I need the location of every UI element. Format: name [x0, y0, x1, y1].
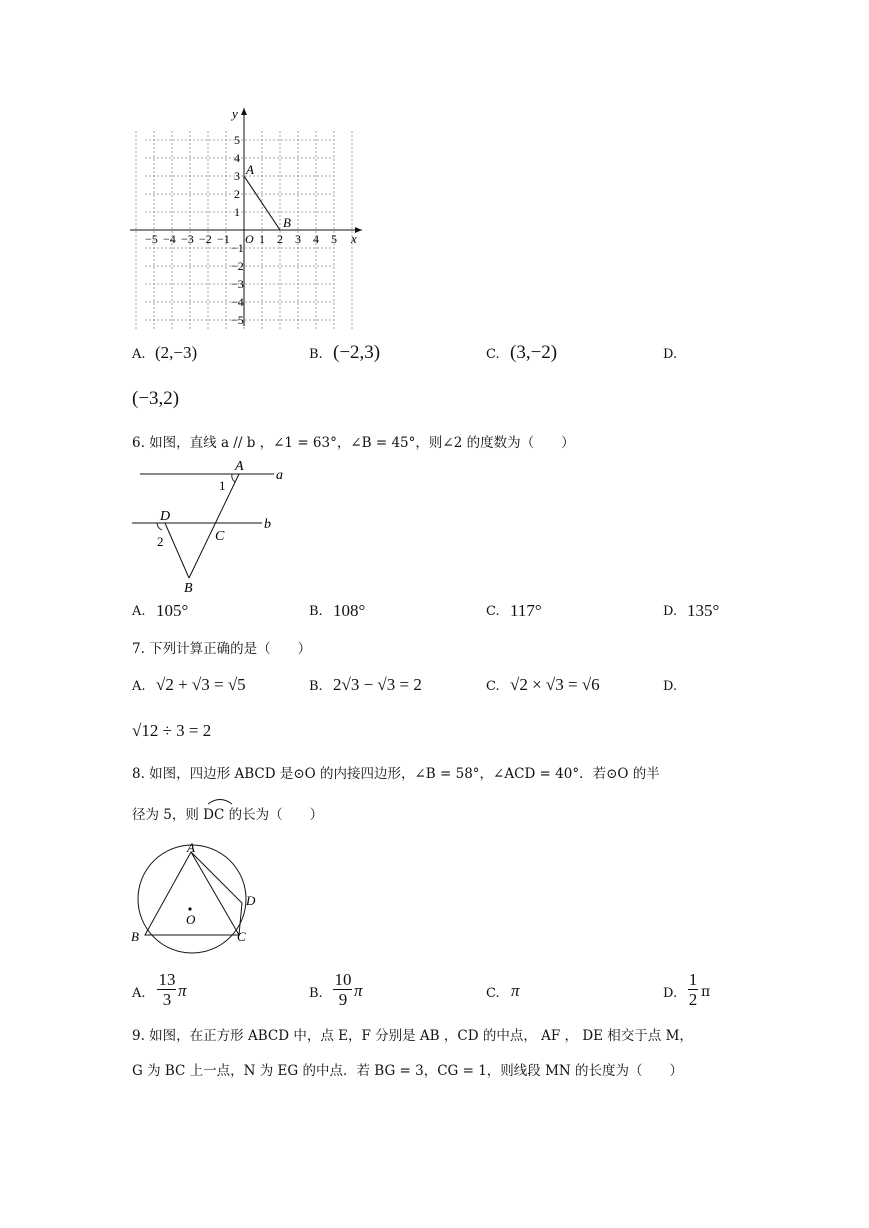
q8-option-a-pi[interactable]: π: [178, 981, 187, 1000]
q6-option-c-letter[interactable]: C.: [486, 604, 500, 619]
q8-question-line1: 8. 如图，四边形 ABCD 是⊙O 的内接四边形，∠B = 58°，∠ACD = 40°．若⊙O 的半: [132, 766, 660, 782]
q6-option-a-letter[interactable]: A.: [132, 604, 146, 619]
x-tick-label: 2: [277, 232, 283, 246]
q6-option-a-value[interactable]: 105°: [156, 601, 189, 620]
y-axis-arrow: [241, 108, 247, 115]
q5-option-d-letter[interactable]: D.: [663, 347, 678, 362]
q7-option-d-letter[interactable]: D.: [663, 679, 678, 694]
q8-option-d-denominator[interactable]: 2: [688, 990, 698, 1009]
label-b: B: [184, 581, 193, 596]
q5-option-c-letter[interactable]: C.: [486, 347, 500, 362]
q5-coordinate-figure: [128, 104, 368, 330]
y-tick-label: 1: [234, 205, 240, 219]
point-a-label: A: [246, 162, 254, 177]
label-c: C: [237, 929, 246, 944]
y-tick-label: 5: [234, 133, 240, 147]
inscribed-quadrilateral-figure: [128, 838, 268, 958]
q5-option-a-value[interactable]: (2,−3): [155, 343, 198, 362]
x-tick-label: −5: [145, 232, 158, 246]
origin-label: O: [245, 232, 254, 246]
q8-option-b-numerator[interactable]: 10: [334, 970, 352, 989]
label-b: B: [131, 929, 139, 944]
q8-option-a-letter[interactable]: A.: [132, 986, 146, 1001]
line-a-label: a: [276, 468, 283, 483]
x-tick-label: −4: [163, 232, 176, 246]
x-tick-label: 5: [331, 232, 337, 246]
q7-option-d-value[interactable]: √12 ÷ 3 = 2: [132, 721, 212, 740]
x-tick-label: 1: [259, 232, 265, 246]
label-o: O: [186, 912, 196, 927]
q6-option-d-letter[interactable]: D.: [663, 604, 678, 619]
x-tick-label: −2: [199, 232, 212, 246]
q8-option-d-numerator[interactable]: 1: [688, 970, 698, 989]
q6-option-b-letter[interactable]: B.: [309, 604, 323, 619]
point-b-label: B: [283, 215, 291, 230]
q8-option-d-pi[interactable]: π: [701, 984, 711, 1000]
y-tick-label: 2: [234, 187, 240, 201]
y-tick-label: 4: [234, 151, 240, 165]
q6-option-c-value[interactable]: 117°: [510, 601, 542, 620]
label-a: A: [187, 840, 195, 855]
y-tick-label: −1: [231, 241, 244, 255]
x-axis-label: x: [351, 231, 357, 246]
q8-option-b-pi[interactable]: π: [354, 981, 363, 1000]
label-d: D: [160, 509, 171, 524]
q6-figure: [128, 456, 288, 596]
x-tick-label: 3: [295, 232, 301, 246]
arc-mark-icon: [206, 797, 234, 805]
q7-option-a-letter[interactable]: A.: [132, 679, 146, 694]
q7-question-text: 7. 下列计算正确的是（ ）: [132, 641, 312, 657]
q8-figure: [128, 838, 268, 958]
q7-option-b-value[interactable]: 2√3 − √3 = 2: [333, 675, 422, 694]
coordinate-grid: [128, 104, 368, 330]
q8-option-d-letter[interactable]: D.: [663, 986, 678, 1001]
q8-option-b-denominator[interactable]: 9: [338, 990, 348, 1009]
q5-option-d-value[interactable]: (−3,2): [132, 388, 180, 409]
x-tick-label: −1: [217, 232, 230, 246]
y-tick-label: −5: [231, 313, 244, 327]
y-tick-label: −2: [231, 259, 244, 273]
parallel-lines-figure: [128, 456, 288, 596]
y-tick-label: −4: [231, 295, 244, 309]
q8-option-c-value[interactable]: π: [511, 981, 520, 1000]
x-tick-label: −3: [181, 232, 194, 246]
line-b-label: b: [264, 517, 271, 532]
q8-question-line2: 径为 5，则 DC 的长为（ ）: [132, 807, 324, 823]
q7-option-c-letter[interactable]: C.: [486, 679, 500, 694]
q8-option-a-numerator[interactable]: 13: [158, 970, 176, 989]
q5-option-a-letter[interactable]: A.: [132, 347, 146, 362]
y-tick-label: −3: [231, 277, 244, 291]
q5-option-b-letter[interactable]: B.: [309, 347, 323, 362]
q9-question-line2: G 为 BC 上一点，N 为 EG 的中点．若 BG = 3，CG = 1，则线段 MN 的长度为（ ）: [132, 1063, 684, 1079]
q6-option-b-value[interactable]: 108°: [333, 601, 366, 620]
angle-1-label: 1: [219, 478, 226, 493]
q5-option-c-value[interactable]: (3,−2): [510, 342, 558, 363]
q9-question-line1: 9. 如图，在正方形 ABCD 中，点 E，F 分别是 AB ，CD 的中点， AF ， DE 相交于点 M，: [132, 1028, 693, 1044]
label-d: D: [246, 893, 256, 908]
q7-option-a-value[interactable]: √2 + √3 = √5: [156, 675, 246, 694]
angle-2-label: 2: [157, 534, 164, 549]
label-a: A: [235, 459, 244, 474]
q8-option-b-letter[interactable]: B.: [309, 986, 323, 1001]
y-tick-label: 3: [234, 169, 240, 183]
q5-option-b-value[interactable]: (−2,3): [333, 342, 381, 363]
q7-option-c-value[interactable]: √2 × √3 = √6: [510, 675, 600, 694]
q7-option-b-letter[interactable]: B.: [309, 679, 323, 694]
y-axis-label: y: [232, 106, 238, 121]
q6-question-text: 6. 如图，直线 a // b ，∠1 = 63°，∠B = 45°，则∠2 的度数为（ ）: [132, 435, 575, 451]
q8-option-a-denominator[interactable]: 3: [162, 990, 172, 1009]
label-c: C: [215, 529, 225, 544]
q6-option-d-value[interactable]: 135°: [687, 601, 720, 620]
q8-option-c-letter[interactable]: C.: [486, 986, 500, 1001]
x-tick-label: 4: [313, 232, 319, 246]
